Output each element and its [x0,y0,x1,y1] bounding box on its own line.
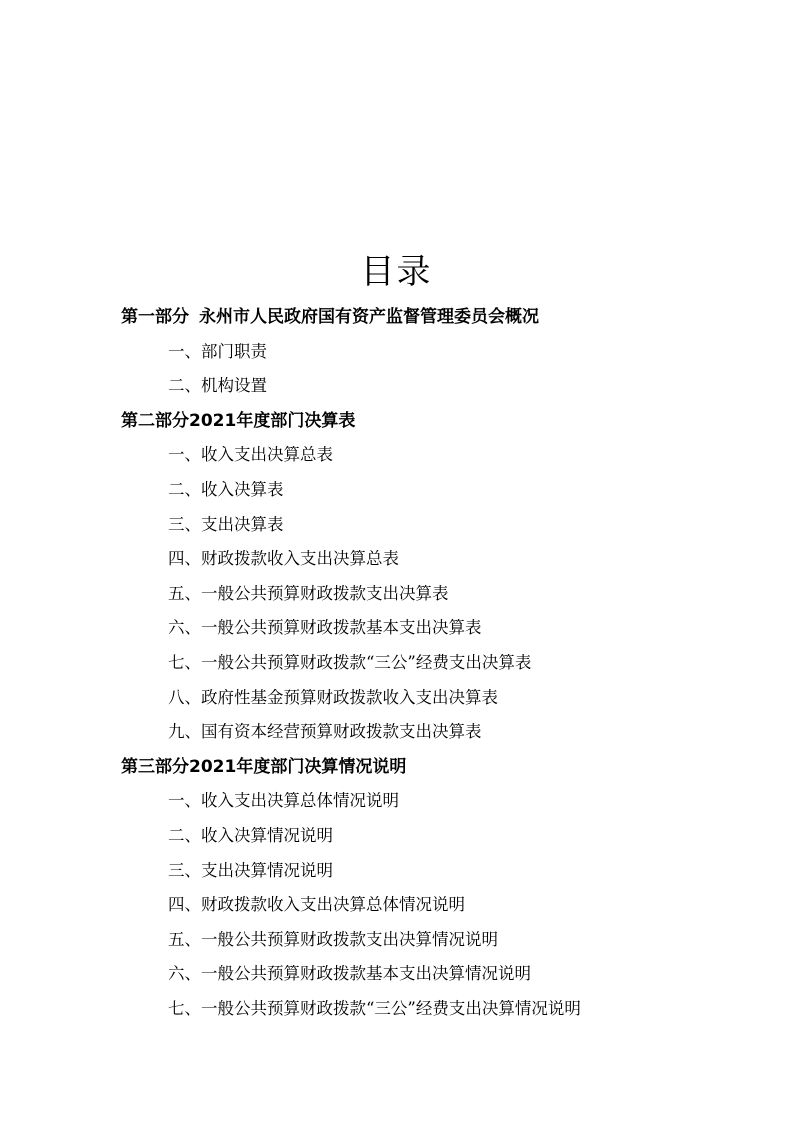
page-title: 目录 [360,252,433,292]
toc-item: 二、收入决算情况说明 [168,825,333,845]
section-heading [0,404,793,439]
toc-item: 二、收入决算表 [168,479,284,499]
toc-item: 七、一般公共预算财政拨款“三公”经费支出决算表 [168,652,532,672]
toc-item: 四、财政拨款收入支出决算总表 [168,549,399,569]
toc-item: 七、一般公共预算财政拨款“三公”经费支出决算情况说明 [168,998,581,1018]
toc-item: 四、财政拨款收入支出决算总体情况说明 [168,895,465,915]
section-part-label: 第一部分 [121,307,189,327]
toc-item: 九、国有资本经营预算财政拨款支出决算表 [168,722,482,742]
toc-item: 六、一般公共预算财政拨款基本支出决算表 [168,618,482,638]
toc-item: 三、支出决算情况说明 [168,860,333,880]
toc-item: 五、一般公共预算财政拨款支出决算情况说明 [168,929,498,949]
toc-item: 五、一般公共预算财政拨款支出决算表 [168,583,449,603]
toc-item: 三、支出决算表 [168,514,284,534]
section-name: 2021年度部门决算表 [189,410,356,431]
section-heading [0,750,793,785]
section-part-label: 第三部分 [121,756,189,777]
table-of-contents [0,300,793,1026]
toc-item: 六、一般公共预算财政拨款基本支出决算情况说明 [168,964,531,984]
toc-item: 一、收入支出决算总表 [168,445,333,465]
section-name: 2021年度部门决算情况说明 [189,756,407,777]
toc-item: 一、部门职责 [168,341,267,361]
section-heading [0,300,793,335]
toc-item: 二、机构设置 [168,376,267,396]
section-name: 永州市人民政府国有资产监督管理委员会概况 [199,307,539,327]
section-part-label: 第二部分 [121,410,189,431]
toc-item: 一、收入支出决算总体情况说明 [168,791,399,811]
toc-item: 八、政府性基金预算财政拨款收入支出决算表 [168,687,498,707]
